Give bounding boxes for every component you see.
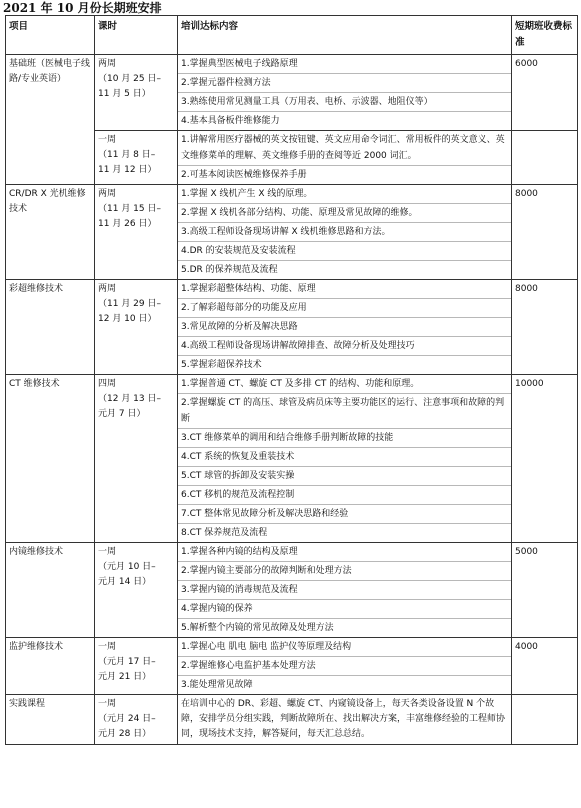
table-row — [6, 185, 578, 280]
period-cell: 两周 （10 月 25 日– 11 月 5 日） — [95, 55, 178, 131]
item-cell: 内镜维修技术 — [6, 543, 95, 638]
fee-cell: 6000 — [512, 55, 578, 131]
table-row — [6, 55, 578, 131]
item-cell: 基础班（医械电子线路/专业英语） — [6, 55, 95, 185]
table-row — [6, 543, 578, 638]
content-line: 3.熟练使用常见测量工具（万用表、电桥、示波器、地阻仪等） — [178, 93, 511, 112]
period-cell: 两周 （11 月 29 日– 12 月 10 日） — [95, 280, 178, 375]
item-cell: 监护维修技术 — [6, 638, 95, 695]
content-line: 4.CT 系统的恢复及重装技术 — [178, 448, 511, 467]
content-line: 1.掌握普通 CT、螺旋 CT 及多排 CT 的结构、功能和原理。 — [178, 375, 511, 394]
content-line: 1.掌握 X 线机产生 X 线的原理。 — [178, 185, 511, 204]
content-line: 1.掌握各种内镜的结构及原理 — [178, 543, 511, 562]
fee-cell: 8000 — [512, 185, 578, 280]
period-cell: 一周 （元月 10 日– 元月 14 日） — [95, 543, 178, 638]
content-line: 1.掌握典型医械电子线路原理 — [178, 55, 511, 74]
header-period: 课时 — [95, 16, 178, 55]
content-line: 4.基本具备板件维修能力 — [181, 116, 280, 126]
fee-cell — [512, 131, 578, 185]
content-line: 3.能处理常见故障 — [181, 680, 253, 690]
item-cell: 实践课程 — [6, 695, 95, 745]
schedule-table — [5, 15, 578, 745]
fee-cell: 5000 — [512, 543, 578, 638]
header-content: 培训达标内容 — [178, 16, 512, 55]
content-cell — [178, 543, 512, 638]
header-item: 项目 — [6, 16, 95, 55]
content-line: 2.掌握 X 线机各部分结构、功能、原理及常见故障的维修。 — [178, 204, 511, 223]
content-line: 5.CT 球管的拆卸及安装实操 — [178, 467, 511, 486]
content-cell — [178, 55, 512, 131]
header-row — [6, 16, 578, 55]
content-line: 5.掌握彩超保养技术 — [181, 360, 262, 370]
fee-cell: 8000 — [512, 280, 578, 375]
content-line: 2.掌握维修心电监护基本处理方法 — [178, 657, 511, 676]
content-line: 3.常见故障的分析及解决思路 — [178, 318, 511, 337]
content-line: 5.解析整个内镜的常见故障及处理方法 — [181, 623, 334, 633]
content-cell — [178, 375, 512, 543]
content-cell — [178, 638, 512, 695]
period-cell: 一周 （11 月 8 日– 11 月 12 日） — [95, 131, 178, 185]
content-line: 3.掌握内镜的消毒规范及流程 — [178, 581, 511, 600]
content-line: 8.CT 保养规范及流程 — [181, 528, 268, 538]
fee-cell — [512, 695, 578, 745]
period-cell: 四周 （12 月 13 日– 元月 7 日） — [95, 375, 178, 543]
content-line: 2.可基本阅读医械维修保养手册 — [181, 170, 307, 180]
content-line: 2.了解彩超每部分的功能及应用 — [178, 299, 511, 318]
period-cell: 两周 （11 月 15 日– 11 月 26 日） — [95, 185, 178, 280]
item-cell: CT 维修技术 — [6, 375, 95, 543]
fee-cell: 4000 — [512, 638, 578, 695]
content-line: 3.高级工程师设备现场讲解 X 线机维修思路和方法。 — [178, 223, 511, 242]
content-line: 2.掌握螺旋 CT 的高压、球管及病员床等主要功能区的运行、注意事项和故障的判断 — [178, 394, 511, 429]
content-line: 1.掌握彩超整体结构、功能、原理 — [178, 280, 511, 299]
content-line: 1.掌握心电 肌电 脑电 监护仪等原理及结构 — [178, 638, 511, 657]
content-line: 3.CT 维修菜单的调用和结合维修手册判断故障的技能 — [178, 429, 511, 448]
content-cell — [178, 280, 512, 375]
content-cell: 在培训中心的 DR、彩超、螺旋 CT、内窥镜设备上，每天各类设备设置 N 个故障，安排学员分组实践，判断故障所在、找出解决方案，丰富维修经验的工程师协同，现场技术支持，解答疑问，每天汇总总结。 — [178, 695, 512, 745]
period-cell: 一周 （元月 24 日– 元月 28 日） — [95, 695, 178, 745]
content-line: 5.DR 的保养规范及流程 — [181, 265, 278, 275]
content-line: 2.掌握元器件检测方法 — [178, 74, 511, 93]
content-line: 4.掌握内镜的保养 — [178, 600, 511, 619]
table-row — [6, 280, 578, 375]
content-line: 4.高级工程师设备现场讲解故障排查、故障分析及处理技巧 — [178, 337, 511, 356]
page-title: 2021 年 10 月份长期班安排 — [3, 1, 162, 15]
table-row — [6, 695, 578, 745]
period-cell: 一周 （元月 17 日– 元月 21 日） — [95, 638, 178, 695]
content-line: 1.讲解常用医疗器械的英文按钮键、英文应用命令词汇、常用板件的英文意义、英文维修菜单的理解、英文维修手册的查阅等近 2000 词汇。 — [178, 131, 511, 166]
table-row — [6, 375, 578, 543]
content-cell — [178, 185, 512, 280]
content-cell — [178, 131, 512, 185]
header-fee: 短期班收费标准 — [512, 16, 578, 55]
item-cell: CR/DR X 光机维修技术 — [6, 185, 95, 280]
table-row — [6, 638, 578, 695]
content-line: 4.DR 的安装规范及安装流程 — [178, 242, 511, 261]
content-line: 7.CT 整体常见故障分析及解决思路和经验 — [178, 505, 511, 524]
content-line: 6.CT 移机的规范及流程控制 — [178, 486, 511, 505]
item-cell: 彩超维修技术 — [6, 280, 95, 375]
content-line: 2.掌握内镜主要部分的故障判断和处理方法 — [178, 562, 511, 581]
fee-cell: 10000 — [512, 375, 578, 543]
